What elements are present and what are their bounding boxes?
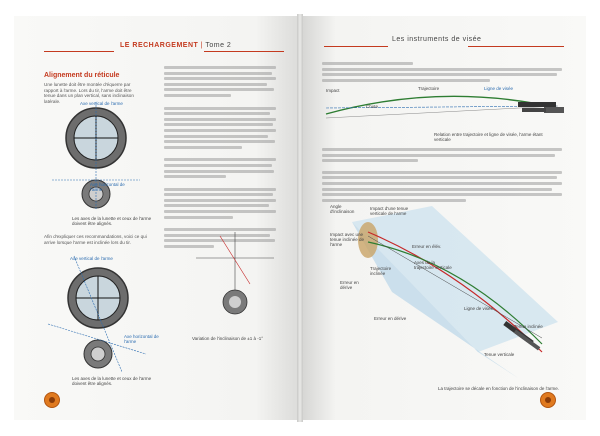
intro-text: Une lunette doit être montée d'équerre par rapport à l'arme. Lors du tir, l'arme doit être tenue dans un plan vertical, sans inclinaison latérale. (44, 82, 134, 104)
label-impact-vertical: Impact d'une tenue verticale de l'arme (370, 206, 409, 216)
label-horizontal-axis-2: Axe horizontal de l'arme (124, 334, 159, 344)
label-erreur-derive: Erreur en dérive (340, 280, 359, 290)
label-chute: Chute (366, 104, 379, 109)
scope-diagram-tilted (44, 254, 148, 374)
tilt-3d-diagram (322, 202, 570, 386)
label-tenue-verticale: Tenue verticale (484, 352, 515, 357)
para-2: Afin d'expliquer ces recommandations, voici ce qui arrive lorsque l'arme est inclinée lors du tir. (44, 234, 147, 245)
header-rule-left-2 (204, 51, 284, 52)
header-rule-left (44, 51, 114, 52)
caption-aligned: Les axes de la lunette et ceux de l'arme doivent être alignés. (72, 216, 152, 226)
label-tenue-inclinee: Tenue inclinée (514, 324, 543, 329)
left-page-header: LE RECHARGEMENT | Tome 2 (120, 42, 232, 49)
label-impact-inclinee: Impact avec une tenue inclinée de l'arme (330, 232, 365, 247)
label-axes-trajectoire: Axes de la trajectoire verticale (414, 260, 452, 270)
label-ligne-visee: Ligne de visée (484, 86, 514, 91)
reticle-bore-inner (229, 296, 241, 308)
scope-diagram-aligned (44, 98, 144, 212)
right-top-text (322, 62, 562, 84)
label-erreur-elev: Erreur en élév. (412, 244, 442, 249)
header-rule-right-2 (468, 46, 564, 47)
left-header-volume: Tome 2 (205, 42, 232, 49)
label-erreur-derive-2: Erreur en dérive (374, 316, 407, 321)
label-horizontal-axis: Axe horizontal de l'arme (90, 182, 125, 192)
label-trajectoire-inclinee: Trajectoire inclinée (370, 266, 392, 276)
section-title: Alignement du réticule (44, 72, 120, 79)
page-number-left (44, 392, 60, 408)
caption-tilted: Les axes de la lunette et ceux de l'arme doivent être alignés. (72, 376, 152, 386)
label-impact: Impact (326, 88, 340, 93)
label-vertical-axis: Axe vertical de l'arme (80, 101, 123, 106)
book-spine (297, 14, 303, 422)
trajectory-diagram (322, 88, 570, 138)
label-ligne-visee-2: Ligne de visée (464, 306, 494, 311)
left-column-text (164, 66, 276, 251)
label-trajectoire: Trajectoire (418, 86, 440, 91)
right-page-header: Les instruments de visée (392, 36, 482, 43)
right-middle-text (322, 148, 562, 204)
caption-variation: Variation de l'inclinaison de ±1 à -1° (192, 336, 264, 341)
header-rule-right (324, 46, 388, 47)
page-number-right (540, 392, 556, 408)
caption-tilt: La trajectoire se décale en fonction de l'inclinaison de l'arme. (438, 386, 560, 391)
rifle-bore-inner-2 (91, 347, 105, 361)
open-book (14, 6, 586, 430)
caption-trajectory: Relation entre trajectoire et ligne de visée, l'arme étant verticale (434, 132, 543, 142)
left-header-title: LE RECHARGEMENT (120, 42, 199, 49)
label-angle: Angle d'inclinaison (330, 204, 355, 214)
label-vertical-axis-2: Axe vertical de l'arme (70, 256, 113, 261)
reticle-tilt-diagram (190, 230, 280, 330)
